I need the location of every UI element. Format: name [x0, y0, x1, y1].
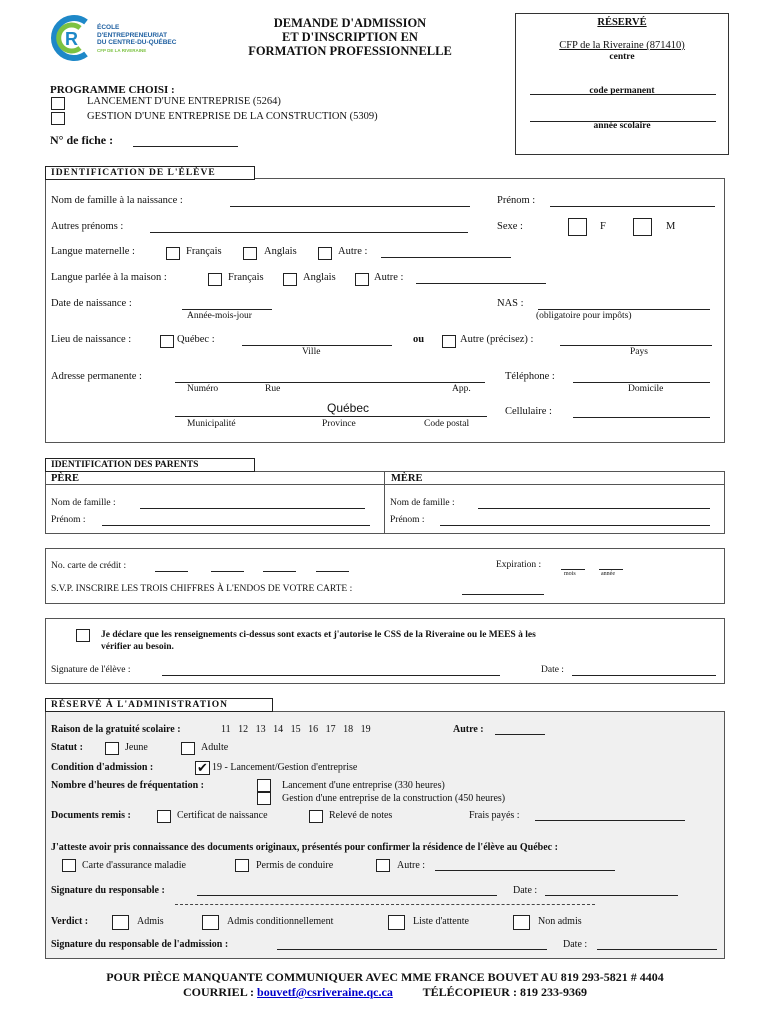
domicile-caption: Domicile: [628, 384, 664, 394]
atteste-autre-checkbox[interactable]: [376, 859, 390, 872]
gratuite-autre-label: Autre :: [453, 724, 484, 735]
signature-date-field[interactable]: [572, 675, 716, 676]
declaration-text: [101, 629, 536, 653]
logo-line1: ÉCOLE: [97, 24, 120, 31]
logo: [50, 14, 200, 64]
footer-line1: POUR PIÈCE MANQUANTE COMMUNIQUER AVEC MME FRANCE BOUVET AU 819 293-5821 # 4404: [106, 970, 664, 984]
sig-resp-field[interactable]: [197, 895, 497, 896]
mere-nom-label: Nom de famille :: [390, 498, 455, 508]
documents-label: Documents remis :: [51, 810, 131, 821]
adresse-label: Adresse permanente :: [51, 371, 142, 382]
statut-jeune-label: Jeune: [125, 742, 148, 753]
ville-field[interactable]: [242, 345, 392, 346]
footer-line2: [0, 985, 770, 1000]
parlee-francais-label: Français: [228, 272, 264, 283]
sig-admission-field[interactable]: [277, 949, 547, 950]
atteste-autre-field[interactable]: [435, 870, 615, 871]
parents-divider: [384, 471, 385, 534]
verdict-label: Verdict :: [51, 916, 89, 927]
parlee-autre-checkbox[interactable]: [355, 273, 369, 286]
statut-adulte-label: Adulte: [201, 742, 229, 753]
reserve-cfp: CFP de la Riveraine (871410): [559, 40, 685, 51]
langue-autre-label: Autre :: [338, 246, 368, 257]
code-postal-caption: Code postal: [424, 419, 470, 429]
app-caption: App.: [452, 384, 471, 394]
carte-part1-field[interactable]: [155, 571, 188, 572]
langue-anglais-label: Anglais: [264, 246, 297, 257]
cellulaire-label: Cellulaire :: [505, 406, 552, 417]
pays-caption: Pays: [630, 347, 648, 357]
expiration-label: Expiration :: [496, 560, 542, 570]
assurance-label: Carte d'assurance maladie: [82, 860, 186, 871]
carte-part2-field[interactable]: [211, 571, 244, 572]
sexe-f-checkbox[interactable]: [568, 218, 587, 236]
certificat-checkbox[interactable]: [157, 810, 171, 823]
prenom-label: Prénom :: [497, 195, 536, 206]
reserve-title: RÉSERVÉ: [597, 17, 647, 28]
heures-option2-checkbox[interactable]: [257, 792, 271, 805]
frais-field[interactable]: [535, 820, 685, 821]
title-line1: DEMANDE D'ADMISSION: [273, 16, 427, 30]
form-title: [210, 16, 490, 58]
footer-courriel-label: COURRIEL :: [183, 985, 255, 999]
atteste-autre-label: Autre :: [397, 860, 426, 871]
langue-francais-label: Français: [186, 246, 222, 257]
statut-adulte-checkbox[interactable]: [181, 742, 195, 755]
date-field[interactable]: [182, 309, 272, 310]
nas-note: (obligatoire pour impôts): [536, 311, 632, 321]
parlee-autre-field[interactable]: [416, 283, 546, 284]
lieu-quebec-label: Québec :: [177, 334, 215, 345]
langue-anglais-checkbox[interactable]: [243, 247, 257, 260]
heures-option1: Lancement d'une entreprise (330 heures): [282, 780, 445, 791]
pere-nom-field[interactable]: [140, 508, 365, 509]
reserve-code: code permanent: [589, 86, 655, 96]
annee-caption: année: [601, 571, 615, 577]
verdict-non-admis-label: Non admis: [538, 916, 582, 927]
sig-admission-date-field[interactable]: [597, 949, 717, 950]
parlee-anglais-checkbox[interactable]: [283, 273, 297, 286]
sig-resp-label: Signature du responsable :: [51, 885, 165, 896]
signature-date-label: Date :: [541, 665, 564, 675]
footer-telecopieur: TÉLÉCOPIEUR : 819 233-9369: [422, 985, 587, 999]
parlee-francais-checkbox[interactable]: [208, 273, 222, 286]
fiche-label: N° de fiche :: [50, 133, 114, 147]
condition-checkbox[interactable]: ✔: [195, 761, 210, 775]
verdict-admis-checkbox[interactable]: [112, 915, 129, 930]
nas-field[interactable]: [538, 309, 710, 310]
admin-dashed-divider: [175, 904, 595, 905]
cellulaire-field[interactable]: [573, 417, 710, 418]
parlee-autre-label: Autre :: [374, 272, 404, 283]
pere-prenom-label: Prénom :: [51, 515, 86, 525]
permis-label: Permis de conduire: [256, 860, 334, 871]
date-format: Année-mois-jour: [187, 311, 252, 321]
expiration-mois-field[interactable]: [561, 569, 585, 570]
parlee-label: Langue parlée à la maison :: [51, 272, 167, 283]
sexe-m-label: M: [666, 221, 676, 232]
verdict-non-admis-checkbox[interactable]: [513, 915, 530, 930]
expiration-annee-field[interactable]: [599, 569, 623, 570]
reserve-centre: centre: [609, 52, 635, 62]
eleve-title: IDENTIFICATION DE L'ÉLÈVE: [45, 166, 255, 180]
sexe-label: Sexe :: [497, 221, 523, 232]
signature-eleve-field[interactable]: [162, 675, 500, 676]
province-caption: Province: [322, 419, 356, 429]
nom-label: Nom de famille à la naissance :: [51, 195, 183, 206]
autres-prenoms-label: Autres prénoms :: [51, 221, 124, 232]
logo-line4: CFP DE LA RIVERAINE: [97, 47, 147, 53]
gratuite-label: Raison de la gratuité scolaire :: [51, 724, 181, 735]
pere-nom-label: Nom de famille :: [51, 498, 116, 508]
municipalite-caption: Municipalité: [187, 419, 236, 429]
pere-prenom-field[interactable]: [102, 525, 370, 526]
logo-mark-icon: [50, 14, 94, 62]
atteste-text: J'atteste avoir pris connaissance des documents originaux, présentés pour confirmer la résidence de l'élève au Québec :: [51, 842, 558, 853]
ou-label: ou: [413, 334, 425, 345]
municipalite-field[interactable]: [175, 416, 487, 417]
telephone-field[interactable]: [573, 382, 710, 383]
fiche-field[interactable]: [133, 146, 238, 147]
province-value[interactable]: Québec: [327, 401, 370, 415]
langue-autre-field[interactable]: [381, 257, 511, 258]
admin-title: RÉSERVÉ À L'ADMINISTRATION: [45, 698, 273, 712]
langue-francais-checkbox[interactable]: [166, 247, 180, 260]
sig-resp-date-label: Date :: [513, 885, 538, 896]
langue-label: Langue maternelle :: [51, 246, 135, 257]
sexe-m-checkbox[interactable]: [633, 218, 652, 236]
programme-label: PROGRAMME CHOISI :: [50, 84, 175, 96]
verdict-admis-cond-label: Admis conditionnellement: [227, 916, 334, 927]
title-line2: ET D'INSCRIPTION EN: [282, 30, 418, 44]
logo-line3: DU CENTRE-DU-QUÉBEC: [97, 39, 177, 46]
programme-option2: GESTION D'UNE ENTREPRISE DE LA CONSTRUCTION (5309): [87, 111, 378, 122]
mere-nom-field[interactable]: [478, 508, 710, 509]
reserve-annee: année scolaire: [593, 121, 651, 131]
heures-option1-checkbox[interactable]: [257, 779, 271, 792]
heures-label: Nombre d'heures de fréquentation :: [51, 780, 204, 791]
svg-text:R: R: [65, 29, 78, 49]
cvv-field[interactable]: [462, 594, 544, 595]
lieu-autre-checkbox[interactable]: [442, 335, 456, 348]
lieu-autre-label: Autre (précisez) :: [460, 334, 534, 345]
verdict-liste-checkbox[interactable]: [388, 915, 405, 930]
carte-part3-field[interactable]: [263, 571, 296, 572]
verdict-admis-cond-checkbox[interactable]: [202, 915, 219, 930]
signature-eleve-label: Signature de l'élève :: [51, 665, 131, 675]
programme-option1-checkbox[interactable]: [51, 97, 65, 110]
releve-label: Relevé de notes: [329, 810, 393, 821]
reserve-box: [515, 13, 729, 155]
pays-field[interactable]: [560, 345, 712, 346]
inscrire-label: S.V.P. INSCRIRE LES TROIS CHIFFRES À L'ENDOS DE VOTRE CARTE :: [51, 584, 353, 594]
parlee-anglais-label: Anglais: [303, 272, 336, 283]
statut-jeune-checkbox[interactable]: [105, 742, 119, 755]
releve-checkbox[interactable]: [309, 810, 323, 823]
telephone-label: Téléphone :: [505, 371, 555, 382]
mere-prenom-label: Prénom :: [390, 515, 425, 525]
frais-label: Frais payés :: [469, 810, 520, 821]
title-line3: FORMATION PROFESSIONNELLE: [248, 44, 452, 58]
mois-caption: mois: [564, 571, 576, 577]
credit-section: [45, 548, 725, 604]
permis-checkbox[interactable]: [235, 859, 249, 872]
autres-prenoms-field[interactable]: [150, 232, 468, 233]
mere-label: MÈRE: [391, 473, 423, 484]
lieu-quebec-checkbox[interactable]: [160, 335, 174, 348]
carte-label: No. carte de crédit :: [51, 561, 127, 571]
sig-admission-date-label: Date :: [563, 939, 588, 950]
logo-line2: D'ENTREPRENEURIAT: [97, 31, 168, 39]
certificat-label: Certificat de naissance: [177, 810, 268, 821]
prenom-field[interactable]: [550, 206, 715, 207]
ville-caption: Ville: [302, 347, 321, 357]
nom-field[interactable]: [230, 206, 470, 207]
adresse-field[interactable]: [175, 382, 485, 383]
statut-label: Statut :: [51, 742, 83, 753]
gratuite-options[interactable]: 11 12 13 14 15 16 17 18 19: [221, 724, 371, 735]
pere-label: PÈRE: [51, 473, 80, 484]
sexe-f-label: F: [600, 221, 606, 232]
assurance-checkbox[interactable]: [62, 859, 76, 872]
condition-label: Condition d'admission :: [51, 762, 154, 773]
date-label: Date de naissance :: [51, 298, 132, 309]
sig-resp-date-field[interactable]: [545, 895, 678, 896]
sig-admission-label: Signature du responsable de l'admission :: [51, 939, 229, 950]
parents-title: IDENTIFICATION DES PARENTS: [45, 458, 255, 472]
carte-part4-field[interactable]: [316, 571, 349, 572]
condition-value: 19 - Lancement/Gestion d'entreprise: [212, 762, 358, 773]
programme-option1: LANCEMENT D'UNE ENTREPRISE (5264): [87, 96, 281, 107]
declaration-line1: Je déclare que les renseignements ci-dessus sont exacts et j'autorise le CSS de la Riveraine ou le MEES à les: [101, 630, 536, 640]
mere-prenom-field[interactable]: [440, 525, 710, 526]
numero-caption: Numéro: [187, 384, 219, 394]
langue-autre-checkbox[interactable]: [318, 247, 332, 260]
verdict-admis-label: Admis: [137, 916, 164, 927]
declaration-line2: vérifier au besoin.: [101, 642, 174, 652]
gratuite-autre-field[interactable]: [495, 734, 545, 735]
nas-label: NAS :: [497, 298, 524, 309]
programme-option2-checkbox[interactable]: [51, 112, 65, 125]
declaration-checkbox[interactable]: [76, 629, 90, 642]
parents-header-line: [45, 484, 725, 485]
rue-caption: Rue: [265, 384, 281, 394]
lieu-label: Lieu de naissance :: [51, 334, 132, 345]
verdict-liste-label: Liste d'attente: [413, 916, 469, 927]
footer-email-link[interactable]: bouvetf@csriveraine.qc.ca: [257, 985, 393, 999]
heures-option2: Gestion d'une entreprise de la construction (450 heures): [282, 793, 506, 804]
